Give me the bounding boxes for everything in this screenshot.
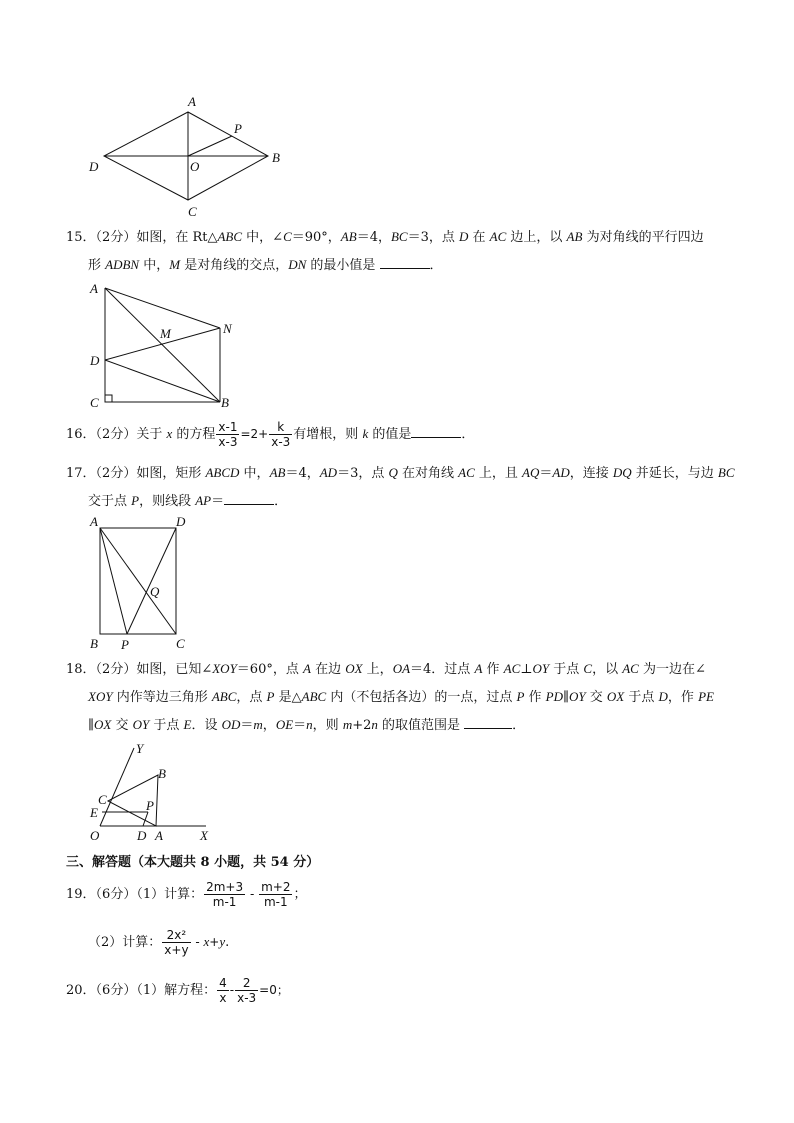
angle-figure: [86, 738, 226, 846]
label-E: E: [90, 805, 98, 820]
question-15: 15．（2分）如图，在 Rt△ABC 中，∠C＝90°，AB＝4，BC＝3，点 D 在 AC 边上，以 AB 为对角线的平行四边: [66, 229, 704, 245]
label-O: O: [90, 828, 100, 843]
label-B: B: [221, 395, 229, 410]
label-A: A: [188, 94, 196, 109]
label-C: C: [176, 636, 185, 651]
fraction: $\frac{k}{x-3}$: [271, 420, 291, 449]
label-D: D: [89, 159, 99, 174]
label-B: B: [158, 766, 166, 781]
label-D: D: [137, 828, 147, 843]
label-P: P: [146, 798, 154, 813]
question-19: 19．（6分）（1）计算： $\frac{2m+3}{m-1}$ - $\frac{m+2}{m-1}$ ；: [66, 880, 307, 909]
label-P: P: [121, 637, 129, 652]
label-D: D: [176, 514, 186, 529]
label-D: D: [90, 353, 100, 368]
label-N: N: [223, 321, 232, 336]
label-A: A: [155, 828, 163, 843]
fraction: $\frac{\text{2x²}}{x+y}$: [164, 928, 189, 957]
question-15-line2: 形 ADBN 中，M 是对角线的交点，DN 的最小值是 ．: [88, 252, 443, 279]
label-P: P: [234, 121, 242, 136]
fraction: $\frac{m+2}{m-1}$: [261, 880, 291, 909]
question-18-line2: XOY 内作等边三角形 ABC，点 P 是△ABC 内（不包括各边）的一点，过点 P 作 PD∥OY 交 OX 于点 D，作 PE: [88, 689, 714, 705]
question-19-part2: （2）计算： $\frac{\text{2x²}}{x+y}$ - x+y.: [88, 928, 230, 957]
question-17-line2: 交于点 P，则线段 AP＝ ．: [88, 488, 287, 515]
question-17: 17．（2分）如图，矩形 ABCD 中，AB＝4，AD＝3，点 Q 在对角线 AC 上，且 AQ＝AD，连接 DQ 并延长，与边 BC: [66, 465, 735, 481]
fraction: $\frac{x-1}{x-3}$: [218, 420, 238, 449]
answer-blank-17[interactable]: [224, 490, 274, 505]
question-16: 16．（2分）关于 x 的方程 $\frac{x-1}{x-3}$ =2+ $\frac{k}{x-3}$ 有增根，则 k 的值是 ．: [66, 420, 475, 449]
label-A: A: [90, 514, 98, 529]
label-C: C: [188, 204, 197, 219]
rectangle-figure: [86, 512, 196, 654]
label-A: A: [90, 281, 98, 296]
question-18: 18．（2分）如图，已知∠XOY＝60°，点 A 在边 OX 上，OA＝4．过点 A 作 AC⊥OY 于点 C，以 AC 为一边在∠: [66, 661, 706, 677]
label-X: X: [200, 828, 208, 843]
question-18-line3: ∥OX 交 OY 于点 E．设 OD＝m，OE＝n，则 m+2n 的取值范围是 ．: [88, 712, 525, 739]
label-Y: Y: [136, 741, 144, 756]
answer-blank-15[interactable]: [380, 254, 430, 269]
answer-blank-18[interactable]: [464, 714, 512, 729]
label-Q: Q: [150, 584, 160, 599]
fraction: $\frac{4}{x}$: [219, 976, 227, 1005]
label-M: M: [160, 326, 171, 341]
answer-blank-16[interactable]: [411, 423, 461, 438]
question-20: 20．（6分）（1）解方程： $\frac{4}{x}$ - $\frac{2}{x-3}$ =0；: [66, 976, 289, 1005]
label-O: O: [190, 159, 200, 174]
label-B: B: [90, 636, 98, 651]
section-heading: 三、解答题（本大题共 8 小题，共 54 分）: [66, 855, 320, 870]
fraction: $\frac{2m+3}{m-1}$: [206, 880, 244, 909]
rhombus-figure: [80, 90, 300, 220]
label-C: C: [90, 395, 99, 410]
label-B: B: [272, 150, 280, 165]
parallelogram-figure: [84, 280, 244, 410]
label-C: C: [98, 792, 107, 807]
fraction: $\frac{2}{x-3}$: [237, 976, 257, 1005]
